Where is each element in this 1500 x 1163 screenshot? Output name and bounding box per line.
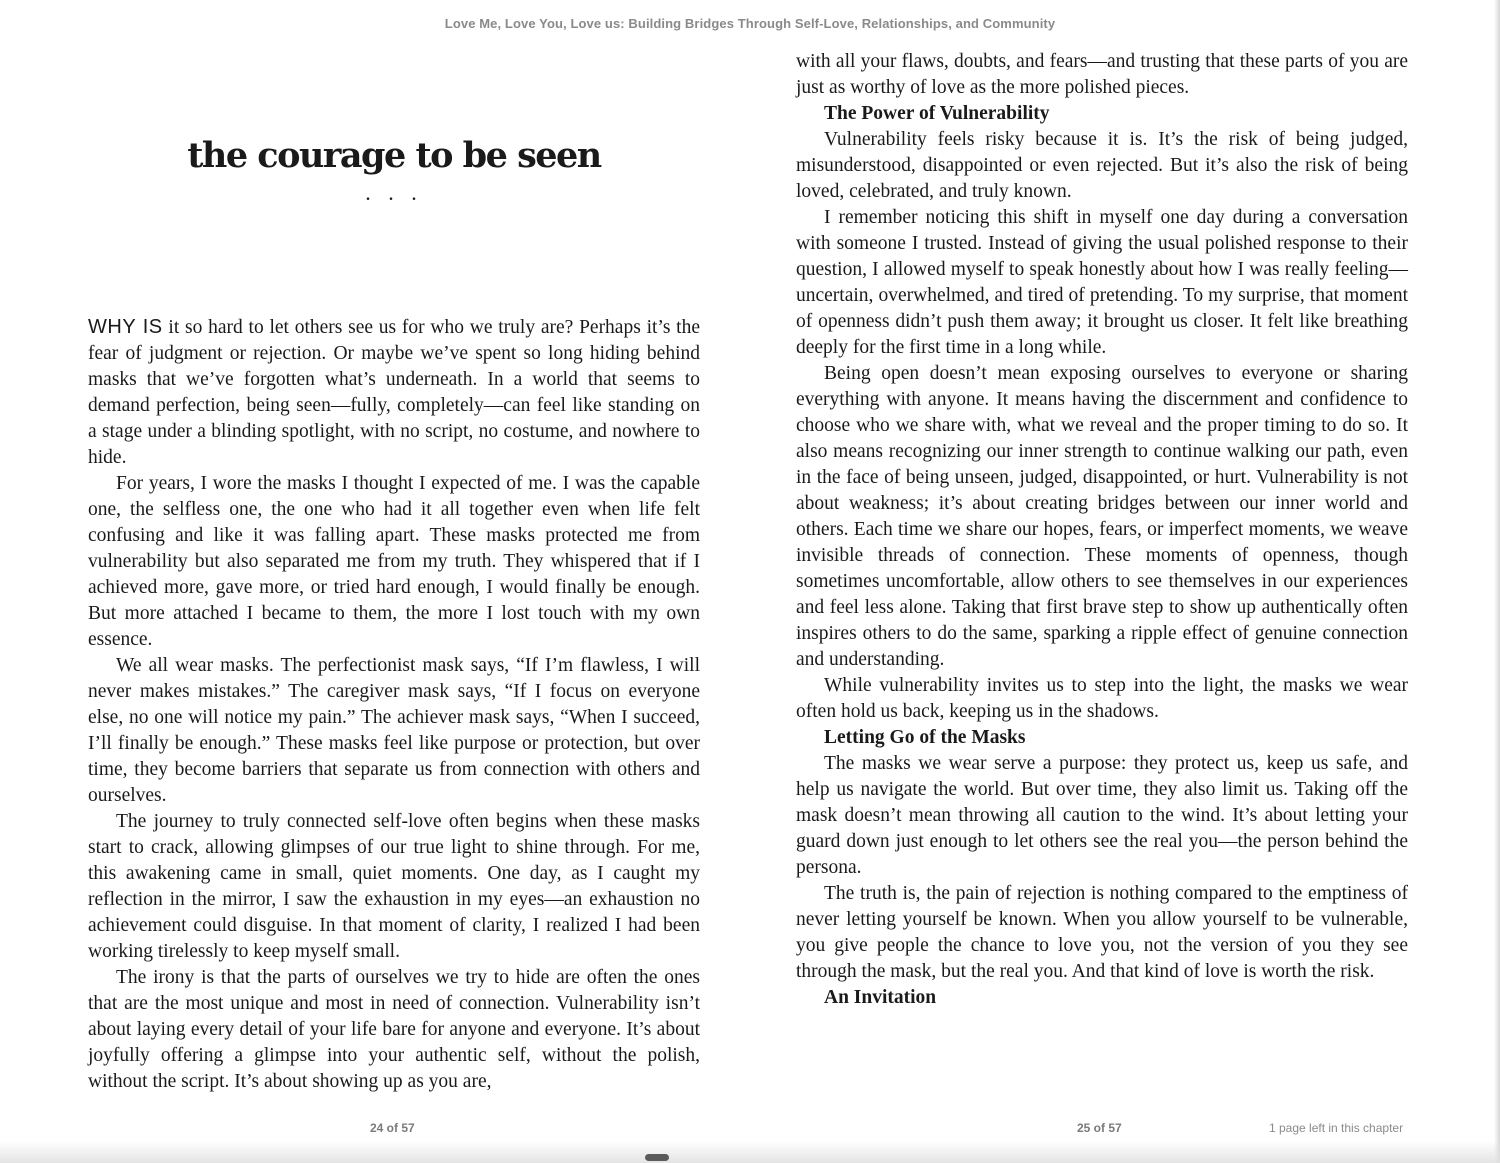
section-heading: An Invitation [824,987,937,1008]
paragraph: We all wear masks. The perfectionist mask says, “If I’m flawless, I will never makes mistakes.” The caregiver mask says, “If I focus on everyone else, no one will notice my pain.” The achiever mask says, “When I succeed, I’ll finally be enough.” These masks feel like purpose or protection, but over time, they become barriers that separate us from connection with others and ourselves. [88,655,700,806]
paragraph: I remember noticing this shift in myself one day during a conversation with someone I trusted. Instead of giving the usual polished response to their question, I allowed myself to speak honestly about how I was really feeling—uncertain, overwhelmed, and tired of pretending. To my surprise, that moment of openness didn’t push them away; it brought us closer. It felt like breathing deeply for the first time in a long while. [796,207,1408,358]
continuation-paragraph: with all your flaws, doubts, and fears—and trusting that these parts of you are just as worthy of love as the more polished pieces. [796,51,1408,98]
opening-paragraph [88,314,700,471]
right-page-body [796,49,1408,1011]
chapter-remaining-label: 1 page left in this chapter [1269,1121,1404,1135]
opening-paragraph-text: it so hard to let others see us for who we truly are? Perhaps it’s the fear of judgment or rejection. Or maybe we’ve spent so long hiding behind masks that we’ve forgotten what’s underneath. In a world that seems to demand perfection, being seen—fully, completely—can feel like standing on a stage under a blinding spotlight, with no script, no costume, and nowhere to hide. [88,317,700,468]
paragraph: Being open doesn’t mean exposing ourselves to everyone or sharing everything with anyone. It means having the discernment and confidence to choose who we share with, what we reveal and the proper timing to do so. It also means recognizing our inner strength to continue walking our path, even in the face of being unseen, judged, disappointed, or hurt. Vulnerability is not about weakness; it’s about creating bridges between our inner world and others. Each time we share our hopes, fears, or imperfect moments, we weave invisible threads of connection. These moments of openness, though sometimes uncomfortable, allow others to see themselves in our experiences and feel less alone. Taking that first brave step to show up authentically often inspires others to do the same, sparking a ripple effect of genuine connection and understanding. [796,363,1408,670]
paragraph: Vulnerability feels risky because it is. It’s the risk of being judged, misunderstood, disappointed or even rejected. But it’s also the risk of being loved, celebrated, and truly known. [796,129,1408,202]
section-heading: Letting Go of the Masks [824,727,1026,748]
bottom-edge-shadow [0,1141,1500,1163]
scroll-handle[interactable] [645,1154,669,1161]
left-page-number: 24 of 57 [370,1121,415,1135]
paragraph: The irony is that the parts of ourselves we try to hide are often the ones that are the most unique and most in need of connection. Vulnerability isn’t about laying every detail of your life bare for anyone and everyone. It’s about joyfully offering a glimpse into your authentic self, without the polish, without the script. It’s about showing up as you are, [88,967,700,1092]
paragraph: The journey to truly connected self-love often begins when these masks start to crack, allowing glimpses of our true light to shine through. For me, this awakening came in small, quiet moments. One day, as I caught my reflection in the mirror, I saw the exhaustion in my eyes—an exhaustion no achievement could disguise. In that moment of clarity, I realized I had been working tirelessly to keep myself small. [88,811,700,962]
lead-in-text: WHY IS [88,316,163,338]
chapter-title: the courage to be seen [187,135,601,176]
chapter-ornament: . . . [365,180,423,205]
paragraph: The masks we wear serve a purpose: they protect us, keep us safe, and help us navigate the world. But over time, they also limit us. Taking off the mask doesn’t mean throwing all caution to the wind. It’s about letting your guard down just enough to let others see the real you—the person behind the persona. [796,753,1408,878]
paragraph: The truth is, the pain of rejection is nothing compared to the emptiness of never letting yourself be known. When you allow yourself to be vulnerable, you give people the chance to love you, not the version of you they see through the mask, but the real you. And that kind of love is worth the risk. [796,883,1408,982]
paragraph: For years, I wore the masks I thought I expected of me. I was the capable one, the selfless one, the one who had it all together even when life felt confusing and like it was falling apart. These masks protected me from vulnerability but also separated me from my truth. They whispered that if I achieved more, gave more, or tried hard enough, I would finally be enough. But more attached I became to them, the more I lost touch with my own essence. [88,473,700,650]
section-heading: The Power of Vulnerability [824,103,1050,124]
window-edge-shadow [1494,0,1500,1163]
book-title: Love Me, Love You, Love us: Building Bridges Through Self-Love, Relationships, and Community [444,16,1056,31]
right-page-number: 25 of 57 [1077,1121,1122,1135]
paragraph: While vulnerability invites us to step into the light, the masks we wear often hold us back, keeping us in the shadows. [796,675,1408,722]
left-page-body [88,314,700,1095]
